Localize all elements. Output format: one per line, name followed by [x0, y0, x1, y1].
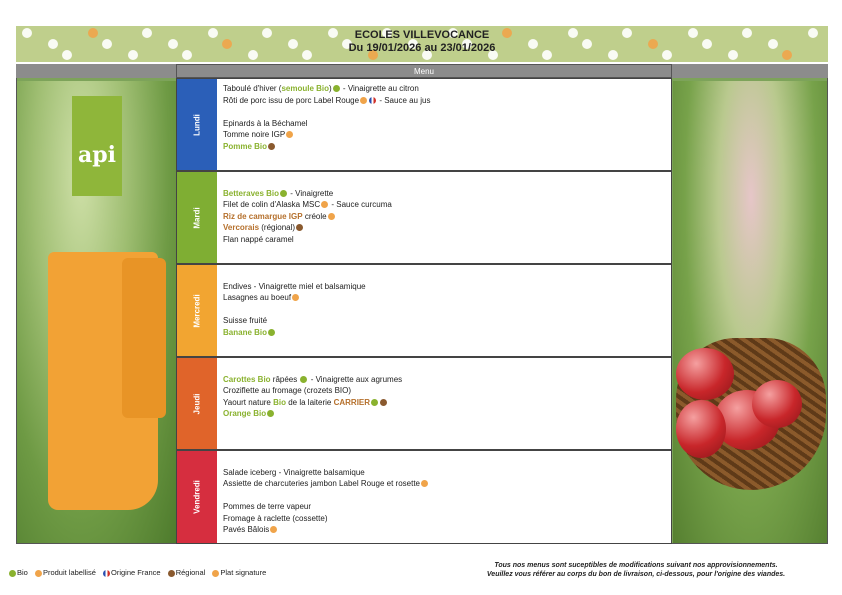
menu-text: CARRIER — [333, 397, 371, 407]
menu-text: Salade iceberg - Vinaigrette balsamique — [223, 467, 365, 477]
legend-bio: Bio — [17, 568, 28, 577]
menu-line — [223, 188, 667, 200]
label-icon — [360, 97, 367, 104]
menu-text: de la laiterie — [286, 397, 334, 407]
menu-text: Assiette de charcuteries jambon Label Rouge et rosette — [223, 479, 421, 488]
menu-line — [223, 129, 667, 141]
menu-line — [223, 362, 667, 374]
bio-icon — [280, 190, 287, 197]
day-row-mercredi — [176, 264, 672, 357]
menu-line — [223, 234, 667, 246]
legend — [8, 568, 270, 577]
label-icon — [421, 480, 428, 487]
menu-line — [223, 304, 667, 316]
bio-icon — [267, 410, 274, 417]
menu-line — [223, 95, 667, 107]
menu-text: Rôti de porc issu de porc Label Rouge — [223, 95, 360, 105]
menu-text: Pavés Bâlois — [223, 525, 270, 534]
signature-icon — [212, 570, 219, 577]
legend-label: Produit labellisé — [42, 568, 96, 577]
menu-items — [223, 176, 667, 245]
day-name: Jeudi — [192, 393, 202, 414]
legend-signature: Plat signature — [220, 568, 267, 577]
menu-text: Tomme noire IGP — [223, 130, 286, 139]
menu-line — [223, 397, 667, 409]
legend-france: Origine France — [110, 568, 161, 577]
menu-text: (régional) — [259, 223, 296, 232]
menu-text: ) — [329, 84, 332, 93]
menu-text: - Vinaigrette aux agrumes — [308, 374, 403, 384]
school-name: ECOLES VILLEVOCANCE — [354, 29, 490, 41]
menu-text: créole — [302, 211, 327, 221]
menu-text: - Vinaigrette au citron — [340, 84, 419, 93]
menu-line — [223, 490, 667, 502]
menu-text: - Sauce au jus — [377, 95, 431, 105]
menu-items — [223, 455, 667, 536]
menu-text: Fromage à raclette (cossette) — [223, 513, 328, 523]
menu-text: Riz de camargue IGP — [223, 211, 303, 221]
menu-line — [223, 269, 667, 281]
menu-line — [223, 211, 667, 223]
regional-icon — [168, 570, 175, 577]
boot-illustration-back — [122, 258, 166, 418]
menu-text: - Vinaigrette — [288, 188, 334, 198]
menu-text: Taboulé d'hiver ( — [223, 84, 282, 93]
menu-items — [223, 269, 667, 338]
menu-text: Yaourt nature — [223, 397, 274, 407]
menu-text: Filet de colin d'Alaska MSC — [223, 200, 321, 209]
day-row-vendredi — [176, 450, 672, 544]
week-dates: Du 19/01/2026 au 23/01/2026 — [348, 42, 496, 54]
menu-text: Epinards à la Béchamel — [223, 118, 308, 128]
header-bar-right — [672, 64, 828, 78]
menu-line — [223, 83, 667, 95]
bio-icon — [268, 329, 275, 336]
menu-line — [223, 467, 667, 479]
label-icon — [35, 570, 42, 577]
label-icon — [286, 131, 293, 138]
day-name: Mercredi — [192, 293, 202, 328]
menu-line — [223, 327, 667, 339]
bio-icon — [300, 376, 307, 383]
bio-icon — [371, 399, 378, 406]
bio-icon — [9, 570, 16, 577]
menu-line — [223, 281, 667, 293]
menu-line — [223, 385, 667, 397]
day-label — [177, 79, 217, 170]
france-flag-icon — [369, 97, 376, 104]
disclaimer-note — [456, 561, 816, 579]
menu-items — [223, 362, 667, 420]
day-row-jeudi — [176, 357, 672, 450]
menu-text: Carottes Bio — [223, 374, 271, 384]
menu-line — [223, 292, 667, 304]
menu-items — [223, 83, 667, 152]
day-name: Lundi — [192, 113, 202, 136]
menu-text: Banane Bio — [223, 327, 268, 337]
regional-icon — [380, 399, 387, 406]
menu-line — [223, 118, 667, 130]
day-label — [177, 265, 217, 356]
menu-text: Bio — [273, 397, 286, 407]
menu-line — [223, 222, 667, 234]
menu-text: Lasagnes au boeuf — [223, 293, 292, 302]
menu-text: Croziflette au fromage (crozets BIO) — [223, 386, 352, 395]
apple — [676, 348, 734, 400]
header-bar-left — [16, 64, 176, 78]
menu-text: Betteraves Bio — [223, 188, 280, 198]
page-title — [16, 29, 828, 55]
note-line-1: Tous nos menus sont suceptibles de modifications suivant nos approvisionnements. — [494, 562, 778, 569]
apple — [676, 400, 726, 458]
menu-line — [223, 408, 667, 420]
menu-line — [223, 374, 667, 386]
menu-line — [223, 315, 667, 327]
api-logo: api — [72, 96, 122, 196]
label-icon — [321, 201, 328, 208]
menu-line — [223, 141, 667, 153]
day-name: Mardi — [192, 206, 202, 229]
day-label — [177, 451, 217, 543]
day-row-lundi — [176, 78, 672, 171]
menu-text: Vercorais — [223, 223, 260, 232]
apple — [752, 380, 802, 428]
menu-text: Flan nappé caramel — [223, 234, 294, 244]
day-label — [177, 358, 217, 449]
menu-line — [223, 501, 667, 513]
day-label — [177, 172, 217, 263]
signature-icon — [270, 526, 277, 533]
menu-text: Orange Bio — [223, 409, 267, 418]
menu-text: Pomme Bio — [223, 141, 268, 151]
menu-text: Suisse fruité — [223, 316, 268, 325]
day-row-mardi — [176, 171, 672, 264]
day-name: Vendredi — [192, 480, 202, 514]
menu-line — [223, 478, 667, 490]
menu-text: Endives - Vinaigrette miel et balsamique — [223, 281, 366, 291]
menu-text: semoule Bio — [281, 84, 330, 93]
france-flag-icon — [103, 570, 110, 577]
menu-line — [223, 106, 667, 118]
legend-regional: Régional — [175, 568, 206, 577]
regional-icon — [296, 224, 303, 231]
menu-line — [223, 199, 667, 211]
menu-text: râpées — [270, 374, 300, 384]
menu-text: Pommes de terre vapeur — [223, 502, 312, 511]
note-line-2: Veuillez vous référer au corps du bon de livraison, ci-dessous, pour l'origine des viandes. — [486, 571, 786, 578]
menu-line — [223, 513, 667, 525]
menu-line — [223, 524, 667, 536]
menu-column-header: Menu — [176, 64, 672, 78]
label-icon — [328, 213, 335, 220]
menu-text: - Sauce curcuma — [329, 200, 392, 209]
bio-icon — [333, 85, 340, 92]
signature-icon — [292, 294, 299, 301]
regional-icon — [268, 143, 275, 150]
menu-line — [223, 455, 667, 467]
menu-line — [223, 176, 667, 188]
